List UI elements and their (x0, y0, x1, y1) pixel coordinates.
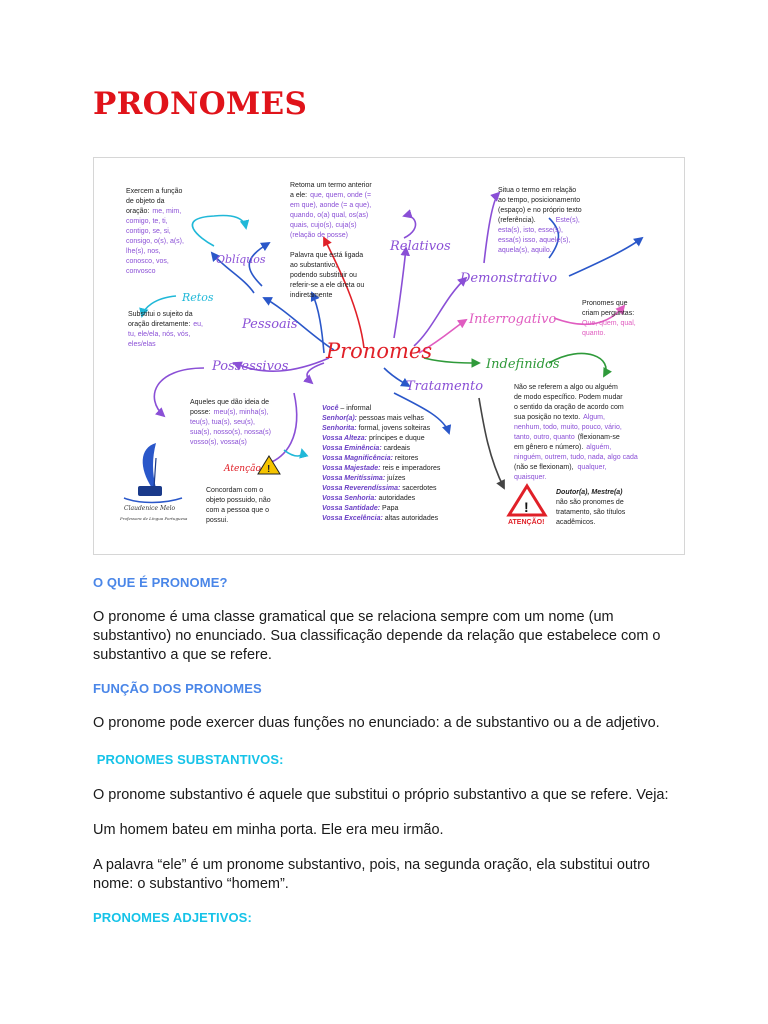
atencao-label-2: ATENÇÃO! (508, 519, 545, 526)
svg-text:!: ! (267, 464, 271, 475)
paragraph-example: Um homem bateu em minha porta. Ele era meu irmão. (93, 822, 444, 838)
tratamento-list: Você – informal Senhor(a): pessoas mais velhas Senhorita: formal, jovens solteiras Vossa Alteza: príncipes e duque Vossa Eminência: cardeais Vossa Magnificência: reitores Vossa Majestade: reis e imperadores Vossa Meritíssima: juízes Vossa Reverendíssima: sacerdotes Vossa Senhoria: autoridades Vossa Santidade: Papa Vossa Excelência: altas autoridades (322, 405, 441, 522)
branch-indefinidos: Indefinidos (486, 357, 560, 372)
branch-demonstrativo: Demonstrativo (460, 271, 558, 286)
svg-text:!: ! (524, 499, 529, 515)
section-heading-funcao: FUNÇÃO DOS PRONOMES (93, 681, 262, 696)
note-retos: Substitui o sujeito da oração diretamente: eu, tu, ele/ela, nós, vós, eles/elas (128, 311, 203, 348)
paragraph-substantivo-explanation: A palavra “ele” é um pronome substantivo, pois, na segunda oração, ela substitui outro nome: o substantivo “homem”. (93, 857, 650, 892)
note-atencao-2: Doutor(a), Mestre(a) não são pronomes de tratamento, são títulos acadêmicos. (556, 489, 626, 526)
branch-obliquos: Oblíquos (216, 253, 266, 266)
author-signature: Claudenice Melo Professora de Língua Portuguesa (120, 505, 188, 521)
branch-possessivos: Possessivos (212, 359, 289, 374)
note-indefinidos: Não se referem a algo ou alguém de modo específico. Podem mudar o sentido da oração de acordo com sua posição no texto. Algum, nenhum, todo, muito, pouco, vário, tanto, outro, quanto (flexionam-se em gênero e número). alguém, ninguém, outrem, tudo, nada, algo cada (não se flexionam), qualquer, quaisquer. (514, 384, 638, 481)
note-possessivos: Aqueles que dão ideia de posse: meu(s), minha(s), teu(s), tua(s), seu(s), sua(s), nosso(s), nossa(s) vosso(s), vossa(s) (190, 399, 271, 446)
atencao-label-1: Atenção (224, 464, 261, 474)
paragraph-substantivo-1: O pronome substantivo é aquele que substitui o próprio substantivo a que se refere. Veja: (93, 787, 669, 803)
note-obliquos: Exercem a função de objeto da oração: me, mim, comigo, te, ti, contigo, se, si, consigo, o(s), a(s), lhe(s), nos, conosco, vos, convosco (126, 188, 184, 275)
warning-icon (509, 486, 545, 515)
note-interrogativo: Pronomes que criam perguntas: Que, quem, qual, quanto. (582, 300, 636, 337)
page-title: PRONOMES (93, 86, 308, 122)
branch-interrogativo: Interrogativo (469, 312, 557, 327)
paragraph-definition: O pronome é uma classe gramatical que se relaciona sempre com um nome (um substantivo) no enunciado. Sua classificação depende da relação que estabelece com o substantivo a que se refere. (93, 609, 661, 663)
note-pessoais: Palavra que está ligada ao substantivo, podendo substituir ou referir-se a ele direta ou indiretamente (290, 252, 365, 299)
note-relativos: Retoma um termo anterior a ele: que, quem, onde (= em que), aonde (= a que), quando, o(a) qual, os(as) quais, cujo(s), cuja(s) (relação de posse) (290, 182, 372, 239)
branch-retos: Retos (182, 291, 214, 304)
pronouns-mindmap-image (93, 157, 685, 555)
note-atencao-1: Concordam com o objeto possuido, não com a pessoa que o possui. (206, 487, 271, 524)
quill-logo-icon (124, 443, 182, 503)
branch-tratamento: Tratamento (406, 379, 484, 394)
note-demonstrativo: Situa o termo em relação ao tempo, posicionamento (espaço) e no próprio texto (referência). Este(s), esta(s), isto, esse(s), essa(s) isso, aquele(s), aquela(s), aquilo. (498, 187, 582, 254)
section-heading-o-que-e-pronome: O QUE É PRONOME? (93, 575, 228, 590)
mindmap-center-label: Pronomes (326, 339, 433, 363)
branch-relativos: Relativos (390, 239, 451, 254)
paragraph-funcao: O pronome pode exercer duas funções no enunciado: a de substantivo ou a de adjetivo. (93, 715, 660, 731)
section-heading-substantivos: PRONOMES SUBSTANTIVOS: (93, 752, 284, 767)
branch-pessoais: Pessoais (242, 317, 298, 332)
section-heading-adjetivos: PRONOMES ADJETIVOS: (93, 910, 252, 925)
